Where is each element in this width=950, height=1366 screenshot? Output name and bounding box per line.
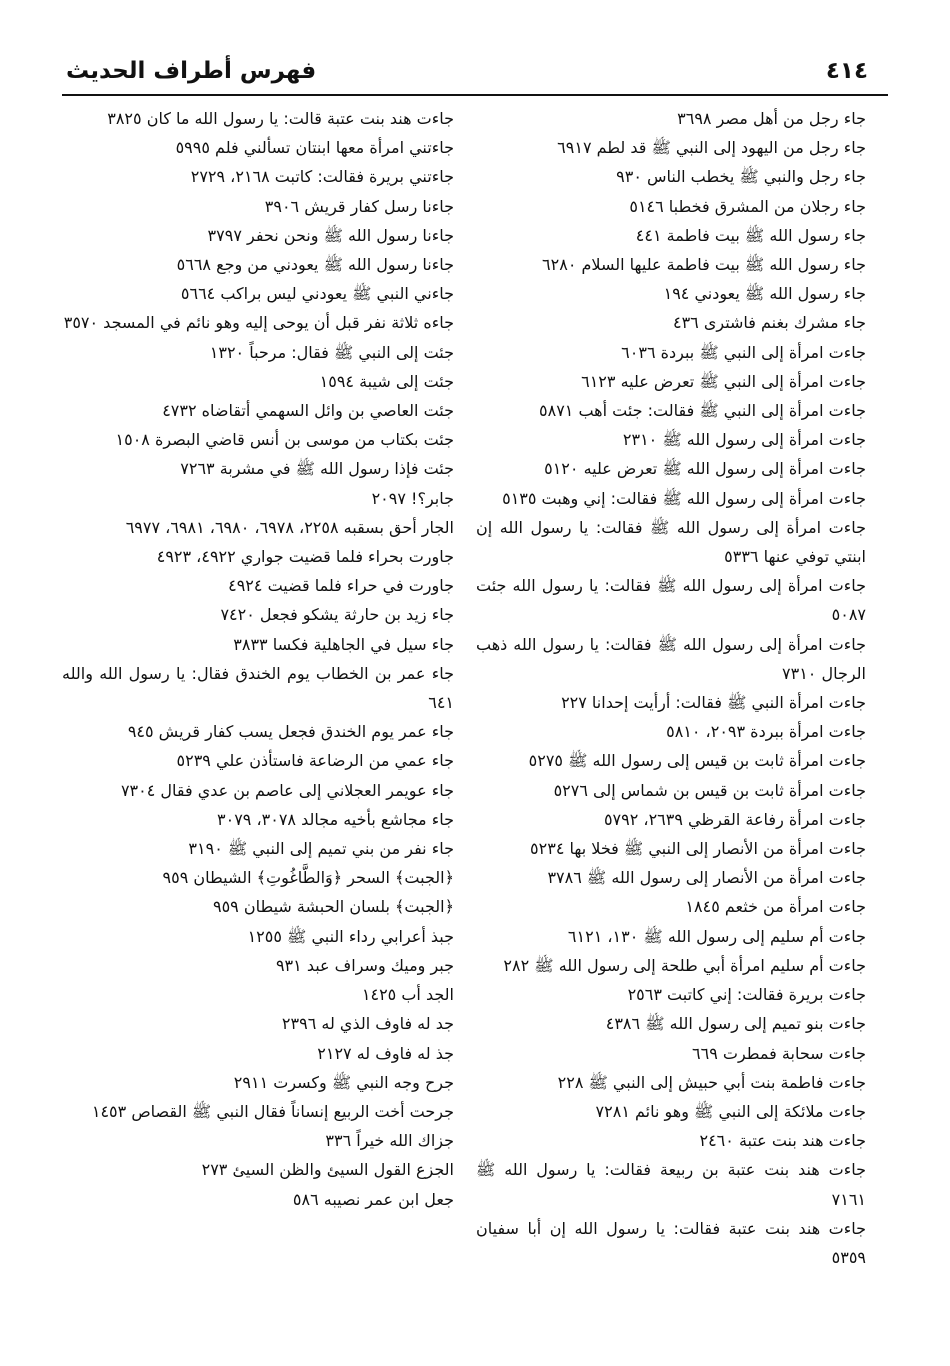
index-entry: جاءت هند بنت عتبة فقالت: يا رسول الله إن أبا سفيان ٥٣٥٩ — [476, 1218, 866, 1267]
left-column — [62, 104, 454, 1214]
index-entry: جاء نفر من بني تميم إلى النبي ﷺ ٣١٩٠ — [188, 839, 454, 859]
index-entry: جذ له فاوف له ٢١٢٧ — [317, 1043, 454, 1063]
index-entry: جاءت امرأة ببردة ٢٠٩٣، ٥٨١٠ — [666, 722, 866, 742]
index-entry: جاءني النبي ﷺ يعودني ليس براكب ٥٦٦٤ — [180, 284, 454, 304]
index-entry: جاءتني امرأة معها ابنتان تسألني فلم ٥٩٩٥ — [175, 138, 454, 158]
index-entry: جابر؟! ٢٠٩٧ — [371, 488, 454, 508]
index-entry: جاءت بريرة فقالت: إني كاتبت ٢٥٦٣ — [627, 985, 866, 1005]
index-entry: جاء زيد بن حارثة يشكو فجعل ٧٤٢٠ — [220, 605, 454, 625]
index-entry: جاءت امرأة من الأنصار إلى النبي ﷺ فخلا بها ٥٢٣٤ — [530, 839, 866, 859]
index-entry: جاء رجل من اليهود إلى النبي ﷺ قد لطم ٦٩١٧ — [557, 138, 866, 158]
index-entry: جاء رجل والنبي ﷺ يخطب الناس ٩٣٠ — [616, 167, 866, 187]
index-entry: جاءت امرأة إلى رسول الله ﷺ ٢٣١٠ — [622, 430, 866, 450]
index-entry: جاءت هند بنت عتبة بن ربيعة فقالت: يا رسول الله ﷺ ٧١٦١ — [476, 1160, 866, 1209]
index-entry: جاءت امرأة من خثعم ١٨٤٥ — [685, 897, 866, 917]
index-entry: جاء عمر بن الخطاب يوم الخندق فقال: يا رسول الله والله ٦٤١ — [62, 663, 454, 713]
index-entry: جاءت امرأة النبي ﷺ فقالت: أرأيت إحدانا ٢٢٧ — [561, 693, 866, 713]
index-entry: جاءت امرأة إلى رسول الله ﷺ فقالت: يا رسول الله إن ابنتي توفي عنها ٥٣٣٦ — [476, 517, 866, 567]
index-entry: ﴿الجبت﴾ السحر ﴿وَالطَّاغُوتِ﴾ الشيطان ٩٥٩ — [162, 868, 454, 888]
index-entry: جاءت هند بنت عتبة قالت: يا رسول الله ما كان ٣٨٢٥ — [107, 109, 454, 128]
index-entry: جاءت أم سليم إلى رسول الله ﷺ ١٣٠، ٦١٢١ — [567, 926, 866, 946]
index-entry: جبذ أعرابي رداء النبي ﷺ ١٢٥٥ — [247, 926, 454, 946]
index-entry: جاءت امرأة إلى رسول الله ﷺ فقالت: يا رسول الله جئت ٥٠٨٧ — [476, 576, 866, 625]
index-entry: جاءت سحابة فمطرت ٦٦٩ — [692, 1043, 866, 1063]
index-entry: جاء رجلان من المشرق فخطبا ٥١٤٦ — [629, 196, 866, 216]
index-entry: جئت إلى النبي ﷺ فقال: مرحباً ١٣٢٠ — [209, 342, 454, 362]
index-entry: جاءت امرأة ثابت بن قيس إلى رسول الله ﷺ ٥٢٧٥ — [528, 751, 866, 771]
index-entry: جاءنا رسول الله ﷺ ونحن نحفر ٣٧٩٧ — [207, 225, 454, 245]
index-entry: جاء عويمر العجلاني إلى عاصم بن عدي فقال ٧٣٠٤ — [120, 780, 454, 800]
index-entry: جاءت امرأة إلى رسول الله ﷺ فقالت: إني وهبت ٥١٣٥ — [502, 488, 866, 508]
index-entry: جاءت امرأة رفاعة القرظي ٢٦٣٩، ٥٧٩٢ — [603, 809, 866, 829]
index-entry: ﴿الجبت﴾ بلسان الحبشة شيطان ٩٥٩ — [212, 897, 454, 917]
index-entry: جاءنا رسول الله ﷺ يعودني من وجع ٥٦٦٨ — [176, 255, 454, 275]
index-entry: جاءت امرأة من الأنصار إلى رسول الله ﷺ ٣٧٨٦ — [547, 868, 866, 888]
index-entry: جاءت ملائكة إلى النبي ﷺ وهو نائم ٧٢٨١ — [595, 1101, 866, 1121]
index-entry: جاورت في حراء فلما قضيت ٤٩٢٤ — [228, 576, 454, 596]
page-header — [62, 52, 888, 90]
index-entry: جاء رجل من أهل مصر ٣٦٩٨ — [677, 109, 866, 128]
index-entry: جاء سيل في الجاهلية فكسا ٣٨٣٣ — [233, 634, 454, 654]
index-entry: جاءت امرأة إلى رسول الله ﷺ فقالت: يا رسول الله ذهب الرجال ٧٣١٠ — [476, 634, 866, 683]
index-entry: جاءت امرأة إلى رسول الله ﷺ تعرض عليه ٥١٢٠ — [544, 459, 866, 479]
index-entry: جاء رسول الله ﷺ يعودني ١٩٤ — [663, 284, 866, 304]
index-entry: جاءتني بريرة فقالت: كاتبت ٢١٦٨، ٢٧٢٩ — [190, 167, 454, 187]
index-entry: جاءنا رسل كفار قريش ٣٩٠٦ — [264, 196, 454, 216]
index-entry: الجزع القول السيئ والظن السيئ ٢٧٣ — [201, 1160, 454, 1180]
index-entry: جاءت بنو تميم إلى رسول الله ﷺ ٤٣٨٦ — [605, 1014, 866, 1034]
page-number: ٤١٤ — [825, 58, 868, 84]
index-entry: الجار أحق بسقبه ٢٢٥٨، ٦٩٧٨، ٦٩٨٠، ٦٩٨١، ٦٩٧٧ — [125, 517, 454, 537]
index-entry: جعل ابن عمر نصيبه ٥٨٦ — [292, 1189, 454, 1209]
index-entry: جاءه ثلاثة نفر قبل أن يوحى إليه وهو نائم في المسجد ٣٥٧٠ — [63, 313, 454, 333]
index-entry: جرح وجه النبي ﷺ وكسرت ٢٩١١ — [233, 1072, 454, 1092]
index-entry: جزاك الله خيراً ٣٣٦ — [325, 1131, 454, 1151]
index-entry: جاء عمر يوم الخندق فجعل يسب كفار قريش ٩٤٥ — [127, 722, 454, 742]
running-title: فهرس أطراف الحديث — [66, 58, 317, 84]
index-entry: جبر وميك وسراف عبد ٩٣١ — [275, 955, 454, 975]
index-entry: جئت العاصي بن وائل السهمي أتقاضاه ٤٧٣٢ — [162, 401, 454, 421]
index-entry: جاء عمي من الرضاعة فاستأذن علي ٥٢٣٩ — [176, 751, 454, 771]
index-entry: جاءت فاطمة بنت أبي حبيش إلى النبي ﷺ ٢٢٨ — [557, 1072, 866, 1092]
index-entry: جاورت بحراء فلما قضيت جواري ٤٩٢٢، ٤٩٢٣ — [156, 547, 454, 567]
index-entry: جاء مشرك بغنم فاشترى ٤٣٦ — [672, 313, 866, 333]
index-entry: جئت إلى شيبة ١٥٩٤ — [319, 371, 454, 391]
index-entry: جاءت امرأة إلى النبي ﷺ فقالت: جئت أهب ٥٨٧١ — [539, 401, 866, 421]
right-column — [476, 104, 866, 1272]
index-entry: جاءت امرأة إلى النبي ﷺ تعرض عليه ٦١٢٣ — [581, 371, 866, 391]
index-entry: جاءت امرأة ثابت بن قيس بن شماس إلى ٥٢٧٦ — [553, 780, 866, 800]
index-entry: الجد أب ١٤٢٥ — [361, 985, 454, 1005]
index-entry: جاءت امرأة إلى النبي ﷺ ببردة ٦٠٣٦ — [621, 342, 866, 362]
index-entry: جاءت هند بنت عتبة ٢٤٦٠ — [699, 1131, 866, 1151]
index-entry: جاء رسول الله ﷺ بيت فاطمة ٤٤١ — [635, 225, 866, 245]
index-entry: جاءت أم سليم امرأة أبي طلحة إلى رسول الله ﷺ ٢٨٢ — [503, 955, 866, 975]
index-entry: جاء رسول الله ﷺ بيت فاطمة عليها السلام ٦٢٨٠ — [542, 255, 866, 275]
index-entry: جئت فإذا رسول الله ﷺ في مشربة ٧٢٦٣ — [180, 459, 454, 479]
index-entry: جئت بكتاب من موسى بن أنس قاضي البصرة ١٥٠٨ — [115, 430, 454, 450]
index-entry: جد له فاوف الذي له ٢٣٩٦ — [281, 1014, 454, 1034]
index-entry: جرحت أخت الربيع إنساناً فقال النبي ﷺ القصاص ١٤٥٣ — [91, 1101, 454, 1121]
header-rule — [62, 94, 888, 96]
index-entry: جاء مجاشع بأخيه مجالد ٣٠٧٨، ٣٠٧٩ — [217, 809, 454, 829]
